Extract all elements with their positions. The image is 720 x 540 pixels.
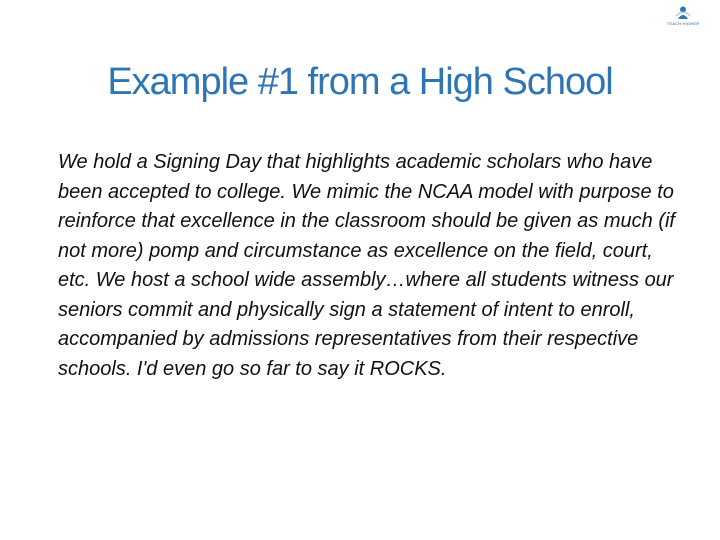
- logo: [658, 6, 708, 30]
- slide-title: Example #1 from a High School: [107, 61, 613, 103]
- person-icon: [673, 6, 693, 20]
- logo-text: TEACH HIGHER: [666, 21, 700, 26]
- body-paragraph: We hold a Signing Day that highlights academic scholars who have been accepted to college. We mimic the NCAA model with purpose to reinforce that excellence in the classroom should be given as much (if not more) pomp and circumstance as excellence on the field, court, etc. We host a school wide assembly…where all students witness our seniors commit and physically sign a statement of intent to enroll, accompanied by admissions representatives from their respective schools. I'd even go so far to say it ROCKS.: [58, 151, 675, 380]
